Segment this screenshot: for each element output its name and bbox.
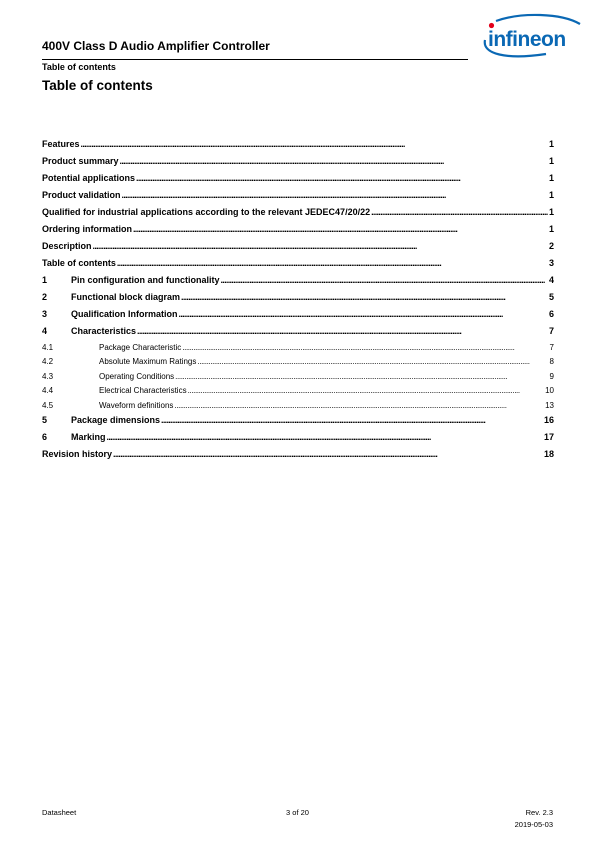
toc-entry-number: 4.5 xyxy=(42,400,54,410)
toc-entry-title[interactable]: Revision history xyxy=(42,448,113,459)
toc-entry[interactable] xyxy=(42,309,554,326)
toc-entry[interactable] xyxy=(42,224,554,241)
toc-entry-title[interactable]: Product validation xyxy=(42,190,121,200)
toc-dot-leader xyxy=(221,275,548,285)
toc-entry[interactable] xyxy=(42,241,554,258)
footer-revision: Rev. 2.3 xyxy=(525,808,553,817)
toc-dot-leader xyxy=(133,224,548,234)
toc-entry-title[interactable]: Package dimensions xyxy=(71,414,161,425)
toc-dot-leader xyxy=(161,415,543,425)
logo-swoosh xyxy=(496,15,580,24)
toc-entry-page[interactable]: 16 xyxy=(543,414,554,425)
toc-entry-title[interactable]: Potential applications xyxy=(42,173,136,183)
toc-entry-title[interactable]: Table of contents xyxy=(42,258,116,268)
toc-entry[interactable] xyxy=(42,173,554,190)
toc-entry-page[interactable]: 10 xyxy=(545,386,554,396)
toc-entry-title[interactable]: Package Characteristic xyxy=(99,343,182,352)
footer-page-number: 3 of 20 xyxy=(286,808,309,817)
toc-entry-title[interactable]: Marking xyxy=(71,431,106,442)
toc-dot-leader xyxy=(136,173,548,183)
toc-entry-page[interactable]: 1 xyxy=(548,156,554,166)
footer-doc-type: Datasheet xyxy=(42,808,77,817)
toc-entry-page[interactable]: 2 xyxy=(548,241,554,251)
header-divider xyxy=(42,59,468,60)
toc-entry-number: 4.1 xyxy=(42,343,54,352)
toc-dot-leader xyxy=(182,343,548,352)
toc-entry-page[interactable]: 17 xyxy=(543,431,554,442)
toc-entry[interactable] xyxy=(42,207,554,224)
toc-entry-page[interactable]: 1 xyxy=(548,207,554,217)
toc-entry-number: 2 xyxy=(42,292,48,302)
toc-dot-leader xyxy=(117,258,548,268)
toc-entry-number: 4.2 xyxy=(42,357,54,367)
logo-wordmark: infineon xyxy=(488,28,566,51)
toc-dot-leader xyxy=(174,401,544,410)
toc-dot-leader xyxy=(197,357,548,366)
toc-entry-page[interactable]: 7 xyxy=(548,326,554,336)
toc-entry[interactable] xyxy=(42,292,554,309)
toc-entry-number: 6 xyxy=(42,431,48,442)
toc-entry[interactable] xyxy=(42,326,554,343)
document-title: 400V Class D Audio Amplifier Controller xyxy=(42,39,270,53)
toc-dot-leader xyxy=(122,190,548,200)
infineon-logo xyxy=(476,12,586,62)
toc-entry-title[interactable]: Absolute Maximum Ratings xyxy=(99,357,197,367)
toc-entry-title[interactable]: Waveform definitions xyxy=(99,400,174,410)
toc-entry-page[interactable]: 1 xyxy=(548,173,554,183)
toc-entry-page[interactable]: 5 xyxy=(548,292,554,302)
toc-entry-title[interactable]: Operating Conditions xyxy=(99,371,175,381)
toc-entry-title[interactable]: Features xyxy=(42,139,80,149)
toc-dot-leader xyxy=(113,449,543,459)
toc-entry-number: 4.4 xyxy=(42,386,54,396)
toc-entry[interactable] xyxy=(42,386,554,400)
toc-entry[interactable] xyxy=(42,357,554,371)
toc-entry-title[interactable]: Description xyxy=(42,241,92,251)
toc-entry[interactable] xyxy=(42,432,554,449)
toc-entry-title[interactable]: Qualification Information xyxy=(71,309,178,319)
toc-entry-title[interactable]: Product summary xyxy=(42,156,119,166)
toc-dot-leader xyxy=(93,241,548,251)
toc-dot-leader xyxy=(188,386,545,395)
table-of-contents xyxy=(42,139,554,466)
toc-entry-title[interactable]: Characteristics xyxy=(71,326,137,336)
toc-dot-leader xyxy=(181,292,548,302)
toc-entry-page[interactable]: 9 xyxy=(549,371,554,381)
toc-entry[interactable] xyxy=(42,258,554,275)
toc-entry[interactable] xyxy=(42,275,554,292)
toc-entry[interactable] xyxy=(42,415,554,432)
toc-entry-page[interactable]: 18 xyxy=(543,448,554,459)
toc-dot-leader xyxy=(137,326,548,336)
toc-entry-page[interactable]: 7 xyxy=(549,343,554,352)
toc-entry-number: 4.3 xyxy=(42,371,54,381)
toc-entry-number: 1 xyxy=(42,275,48,285)
toc-dot-leader xyxy=(175,372,548,381)
toc-entry-number: 5 xyxy=(42,414,48,425)
toc-dot-leader xyxy=(107,432,543,442)
toc-entry-title[interactable]: Pin configuration and functionality xyxy=(71,275,220,285)
toc-entry-page[interactable]: 8 xyxy=(549,357,554,367)
toc-entry-page[interactable]: 1 xyxy=(548,190,554,200)
toc-entry[interactable] xyxy=(42,401,554,415)
toc-dot-leader xyxy=(120,156,548,166)
header-section-label: Table of contents xyxy=(42,62,116,72)
toc-entry[interactable] xyxy=(42,139,554,156)
toc-entry-page[interactable]: 13 xyxy=(545,400,554,410)
toc-entry-page[interactable]: 6 xyxy=(548,309,554,319)
toc-dot-leader xyxy=(81,139,548,149)
page-title: Table of contents xyxy=(42,78,153,93)
toc-entry-title[interactable]: Electrical Characteristics xyxy=(99,386,187,396)
toc-entry-title[interactable]: Ordering information xyxy=(42,224,132,234)
toc-dot-leader xyxy=(179,309,548,319)
toc-entry[interactable] xyxy=(42,156,554,173)
toc-entry-number: 4 xyxy=(42,326,48,336)
toc-entry-page[interactable]: 1 xyxy=(548,224,554,234)
toc-entry-page[interactable]: 1 xyxy=(548,139,554,149)
toc-entry[interactable] xyxy=(42,449,554,466)
toc-entry-number: 3 xyxy=(42,309,48,319)
toc-entry-title[interactable]: Qualified for industrial applications according to the relevant JEDEC47/20/22 xyxy=(42,207,371,217)
toc-entry[interactable] xyxy=(42,190,554,207)
footer-date: 2019-05-03 xyxy=(514,820,553,829)
toc-entry[interactable] xyxy=(42,343,554,357)
toc-entry-page[interactable]: 3 xyxy=(548,258,554,268)
toc-entry[interactable] xyxy=(42,372,554,386)
toc-dot-leader xyxy=(371,207,548,217)
toc-entry-title[interactable]: Functional block diagram xyxy=(71,292,181,302)
toc-entry-page[interactable]: 4 xyxy=(548,275,554,285)
